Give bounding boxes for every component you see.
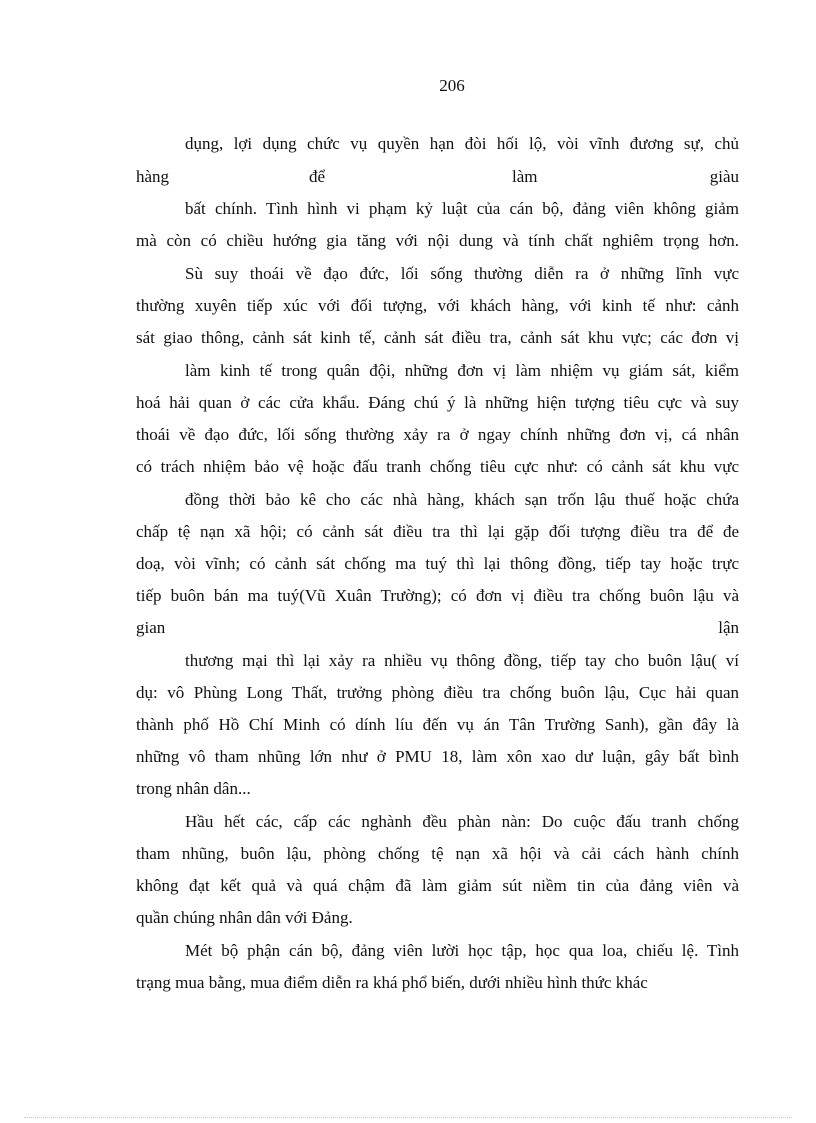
page-number: 206 xyxy=(439,76,465,95)
text-line: trong nhân dân... xyxy=(136,779,251,798)
page-bottom-rule xyxy=(24,1117,792,1118)
spread-line xyxy=(136,167,739,187)
spread-word: hàng xyxy=(136,167,170,186)
text-line: tiếp buôn bán ma tuý(Vũ Xuân Trường); có đơn vị điều tra chống buôn lậu và xyxy=(136,586,739,605)
text-line: doạ, vòi vĩnh; có cảnh sát chống ma tuý thì lại thông đồng, tiếp tay hoặc trực xyxy=(136,554,739,573)
text-line: có trách nhiệm bảo vệ hoặc đấu tranh chống tiêu cực như: có cảnh sát khu vực xyxy=(136,457,739,476)
text-line: Hầu hết các, cấp các nghành đều phàn nàn: Do cuộc đấu tranh chống xyxy=(185,812,739,831)
text-line: quần chúng nhân dân với Đảng. xyxy=(136,908,353,927)
text-line: chấp tệ nạn xã hội; có cảnh sát điều tra thì lại gặp đối tượng điều tra để đe xyxy=(136,522,739,541)
text-line: đồng thời bảo kê cho các nhà hàng, khách sạn trốn lậu thuế hoặc chứa xyxy=(185,490,739,509)
text-line: bất chính. Tình hình vi phạm kỷ luật của cán bộ, đảng viên không giảm xyxy=(185,199,739,218)
text-line: thương mại thì lại xảy ra nhiều vụ thông đồng, tiếp tay cho buôn lậu( ví xyxy=(185,651,739,670)
text-line: hoá hải quan ở các cửa khẩu. Đáng chú ý là những hiện tượng tiêu cực và suy xyxy=(136,393,739,412)
text-line: Sù suy thoái về đạo đức, lối sống thường diễn ra ở những lĩnh vực xyxy=(185,264,739,283)
text-line: Mét bộ phận cán bộ, đảng viên lười học tập, học qua loa, chiếu lệ. Tình xyxy=(185,941,739,960)
text-line: thành phố Hồ Chí Minh có dính líu đến vụ án Tân Trường Sanh), gần đây là xyxy=(136,715,739,734)
text-line: dụ: vô Phùng Long Thất, trưởng phòng điều tra chống buôn lậu, Cục hải quan xyxy=(136,683,739,702)
spread-word: để xyxy=(309,167,326,186)
text-line: thoái về đạo đức, lối sống thường xảy ra ở ngay chính những đơn vị, cá nhân xyxy=(136,425,739,444)
text-line: không đạt kết quả và quá chậm đã làm giảm sút niềm tin của đảng viên và xyxy=(136,876,739,895)
spread-word: làm xyxy=(512,167,538,186)
text-line: sát giao thông, cảnh sát kinh tế, cảnh sát điều tra, cảnh sát khu vực; các đơn vị xyxy=(136,328,739,347)
spread-line xyxy=(136,618,739,638)
spread-word: giàu xyxy=(709,167,739,186)
text-line: làm kinh tế trong quân đội, những đơn vị làm nhiệm vụ giám sát, kiểm xyxy=(185,361,739,380)
spread-word: gian xyxy=(136,618,166,637)
text-line: tham nhũng, buôn lậu, phòng chống tệ nạn xã hội và cải cách hành chính xyxy=(136,844,739,863)
text-line: trạng mua bằng, mua điểm diễn ra khá phổ biến, dưới nhiều hình thức khác xyxy=(136,973,648,992)
text-line: thường xuyên tiếp xúc với đối tượng, với khách hàng, với kinh tế như: cảnh xyxy=(136,296,739,315)
text-line: những vô tham nhũng lớn như ở PMU 18, làm xôn xao dư luận, gây bất bình xyxy=(136,747,739,766)
text-line: dụng, lợi dụng chức vụ quyền hạn đòi hối lộ, vòi vĩnh đương sự, chủ xyxy=(185,134,739,153)
text-line: mà còn có chiều hướng gia tăng với nội dung và tính chất nghiêm trọng hơn. xyxy=(136,231,739,250)
spread-word: lận xyxy=(718,618,739,637)
